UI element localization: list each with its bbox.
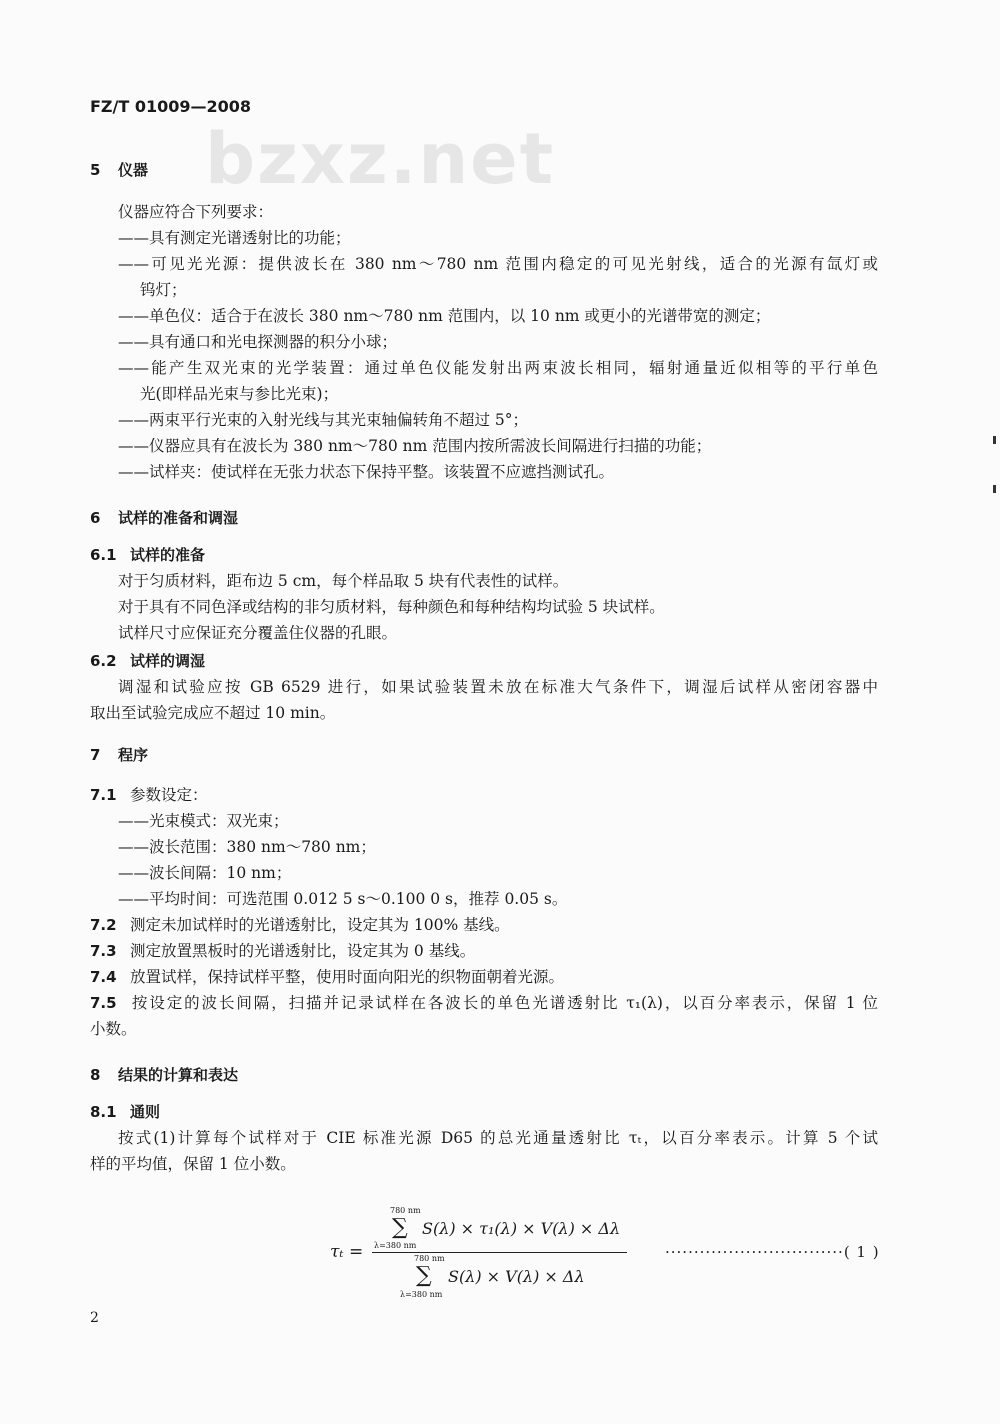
section-7-1-heading: 7.1 参数设定： (90, 786, 208, 804)
equation-number: ·······························( 1 ) (665, 1243, 880, 1261)
upper-limit: 780 nm (414, 1254, 445, 1263)
paragraph: 对于匀质材料，距布边 5 cm，每个样品取 5 块有代表性的试样。 (118, 572, 569, 590)
section-8-1-heading: 8.1 通则 (90, 1103, 161, 1121)
upper-limit: 780 nm (390, 1206, 421, 1215)
step-7-2: 7.2 测定未加试样时的光谱透射比，设定其为 100% 基线。 (90, 916, 510, 934)
step-7-4: 7.4 放置试样，保持试样平整，使用时面向阳光的织物面朝着光源。 (90, 968, 565, 986)
section-6-heading: 6 试样的准备和调湿 (90, 509, 239, 527)
list-item: ——平均时间：可选范围 0.012 5 s～0.100 0 s，推荐 0.05 s。 (118, 890, 568, 908)
paragraph: 按式(1)计算每个试样对于 CIE 标准光源 D65 的总光通量透射比 τₜ，以百分率表示。计算 5 个试 (118, 1129, 878, 1147)
paragraph: 试样尺寸应保证充分覆盖住仪器的孔眼。 (118, 624, 398, 642)
fraction (372, 1206, 627, 1302)
step-7-5: 7.5 按设定的波长间隔，扫描并记录试样在各波长的单色光谱透射比 τ₁(λ)，以百分率表示，保留 1 位 (90, 994, 878, 1012)
section-6-2-heading: 6.2 试样的调湿 (90, 652, 206, 670)
paragraph: 取出至试验完成应不超过 10 min。 (90, 704, 336, 722)
list-item: ——具有通口和光电探测器的积分小球； (118, 333, 398, 351)
section-6-1-heading: 6.1 试样的准备 (90, 546, 206, 564)
scan-mark (993, 485, 996, 493)
list-item-cont: 钨灯； (140, 281, 187, 299)
list-item: ——仪器应具有在波长为 380 nm～780 nm 范围内按所需波长间隔进行扫描的功能； (118, 437, 712, 455)
document-header: FZ/T 01009—2008 (90, 97, 252, 116)
list-item-cont: 光(即样品光束与参比光束)； (140, 385, 339, 403)
paragraph: 仪器应符合下列要求： (118, 203, 274, 221)
list-item: ——具有测定光谱透射比的功能； (118, 229, 351, 247)
list-item: ——两束平行光束的入射光线与其光束轴偏转角不超过 5°； (118, 411, 529, 429)
lower-limit: λ=380 nm (400, 1290, 443, 1299)
paragraph: 小数。 (90, 1020, 137, 1038)
step-7-3: 7.3 测定放置黑板时的光谱透射比，设定其为 0 基线。 (90, 942, 476, 960)
watermark: bzxz.net (205, 118, 556, 200)
denominator: S(λ) × V(λ) × Δλ (448, 1267, 585, 1286)
list-item: ——试样夹：使试样在无张力状态下保持平整。该装置不应遮挡测试孔。 (118, 463, 615, 481)
paragraph: 样的平均值，保留 1 位小数。 (90, 1155, 296, 1173)
list-item: ——波长间隔：10 nm； (118, 864, 292, 882)
lower-limit: λ=380 nm (374, 1241, 417, 1250)
section-8-heading: 8 结果的计算和表达 (90, 1066, 239, 1084)
numerator-row (372, 1206, 627, 1252)
numerator: S(λ) × τ₁(λ) × V(λ) × Δλ (422, 1219, 621, 1238)
list-item: ——可见光光源：提供波长在 380 nm～780 nm 范围内稳定的可见光射线，适合的光源有氙灯或 (118, 255, 878, 273)
list-item: ——单色仪：适合于在波长 380 nm～780 nm 范围内，以 10 nm 或更小的光谱带宽的测定； (118, 307, 771, 325)
paragraph: 调湿和试验应按 GB 6529 进行，如果试验装置未放在标准大气条件下，调湿后试样从密闭容器中 (118, 678, 878, 696)
list-item: ——波长范围：380 nm～780 nm； (118, 838, 376, 856)
sigma-symbol: ∑ (392, 1215, 408, 1240)
formula-lhs: τₜ = (330, 1242, 364, 1262)
list-item: ——能产生双光束的光学装置：通过单色仪能发射出两束波长相同，辐射通量近似相等的平行单色 (118, 359, 878, 377)
sigma-symbol: ∑ (416, 1263, 432, 1288)
section-7-heading: 7 程序 (90, 746, 149, 764)
paragraph: 对于具有不同色泽或结构的非匀质材料，每种颜色和每种结构均试验 5 块试样。 (118, 598, 665, 616)
denominator-row (372, 1254, 627, 1300)
section-5-heading: 5 仪器 (90, 161, 149, 179)
page-number: 2 (90, 1310, 99, 1326)
fraction-bar (372, 1252, 627, 1253)
scan-mark (993, 436, 996, 444)
list-item: ——光束模式：双光束； (118, 812, 289, 830)
formula-1 (330, 1206, 890, 1302)
